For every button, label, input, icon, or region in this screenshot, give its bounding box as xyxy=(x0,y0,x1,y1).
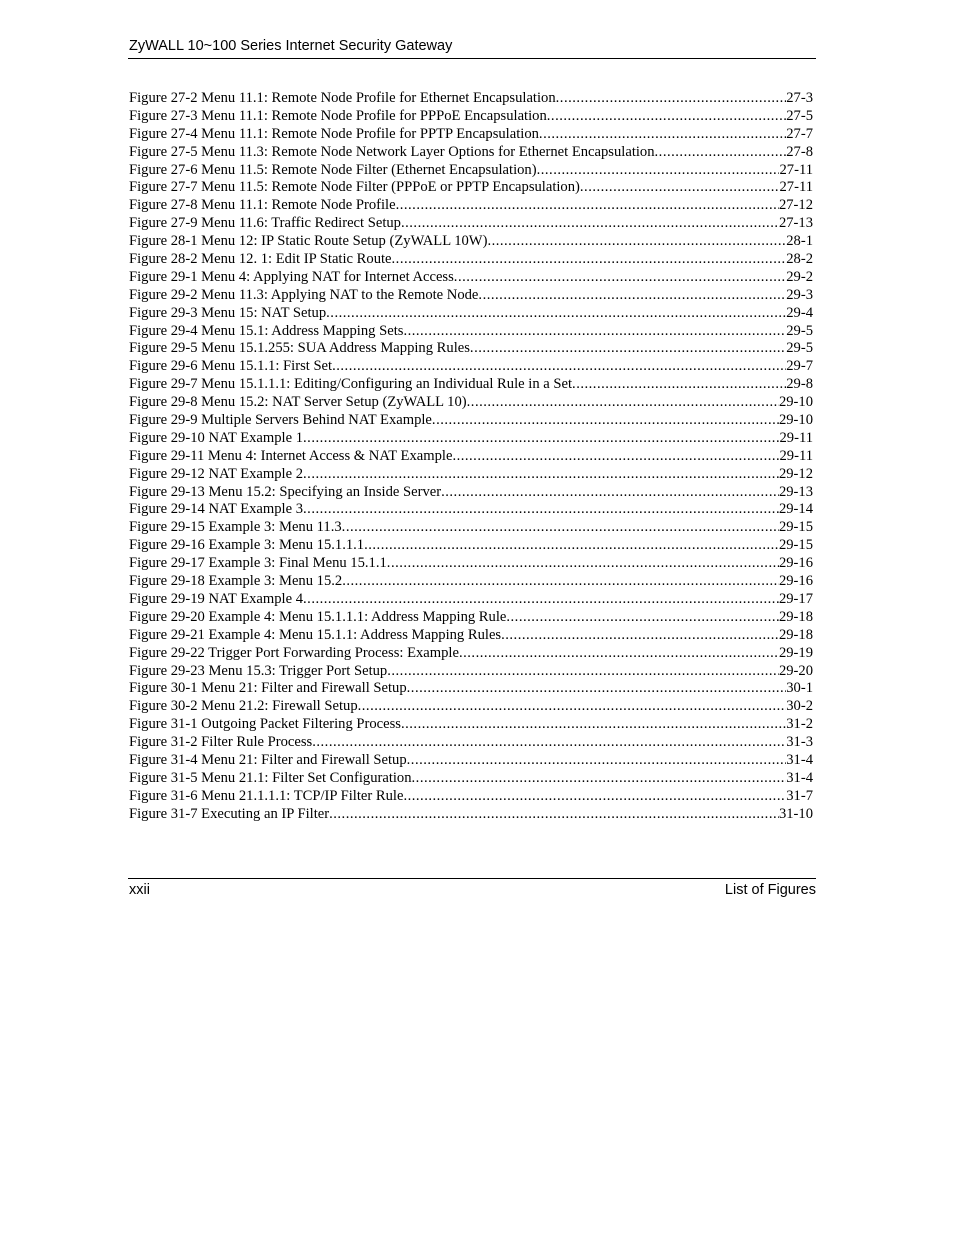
toc-entry[interactable] xyxy=(129,269,813,287)
dot-leader xyxy=(332,358,786,376)
toc-entry[interactable] xyxy=(129,412,813,430)
footer-page-number: xxii xyxy=(129,882,150,898)
toc-entry[interactable] xyxy=(129,287,813,305)
toc-entry-page: 31-4 xyxy=(786,769,813,786)
toc-entry[interactable] xyxy=(129,430,813,448)
toc-entry-title: Figure 28-1 Menu 12: IP Static Route Setup (ZyWALL 10W) xyxy=(129,233,488,250)
toc-entry-page: 31-10 xyxy=(778,805,813,822)
dot-leader xyxy=(303,591,779,609)
dot-leader xyxy=(303,430,779,448)
toc-entry[interactable] xyxy=(129,555,813,573)
toc-entry[interactable] xyxy=(129,501,813,519)
toc-entry[interactable] xyxy=(129,126,813,144)
dot-leader xyxy=(506,609,779,627)
dot-leader xyxy=(329,806,779,824)
toc-entry-title: Figure 30-2 Menu 21.2: Firewall Setup xyxy=(129,698,358,715)
toc-entry-title: Figure 29-20 Example 4: Menu 15.1.1.1: Address Mapping Rule xyxy=(129,608,507,625)
dot-leader xyxy=(401,215,779,233)
dot-leader xyxy=(401,716,786,734)
dot-leader xyxy=(303,466,779,484)
dot-leader xyxy=(392,251,787,269)
toc-entry[interactable] xyxy=(129,179,813,197)
toc-entry-title: Figure 27-5 Menu 11.3: Remote Node Network Layer Options for Ethernet Encapsulation xyxy=(129,143,655,160)
toc-entry-title: Figure 29-3 Menu 15: NAT Setup xyxy=(129,304,327,321)
dot-leader xyxy=(572,376,786,394)
toc-entry[interactable] xyxy=(129,323,813,341)
toc-entry-page: 31-7 xyxy=(786,787,813,804)
toc-entry-page: 29-10 xyxy=(778,394,813,411)
toc-entry-page: 29-14 xyxy=(778,501,813,518)
toc-entry-page: 29-7 xyxy=(786,358,813,375)
toc-entry-page: 29-8 xyxy=(786,376,813,393)
dot-leader xyxy=(580,179,780,197)
dot-leader xyxy=(556,90,787,108)
dot-leader xyxy=(478,287,786,305)
toc-entry-page: 29-18 xyxy=(778,626,813,643)
toc-entry[interactable] xyxy=(129,645,813,663)
toc-entry-page: 29-12 xyxy=(778,465,813,482)
toc-entry-page: 29-17 xyxy=(778,590,813,607)
toc-entry-title: Figure 29-12 NAT Example 2 xyxy=(129,465,304,482)
toc-entry-page: 29-4 xyxy=(786,304,813,321)
toc-entry-title: Figure 29-17 Example 3: Final Menu 15.1.1 xyxy=(129,555,387,572)
toc-entry[interactable] xyxy=(129,466,813,484)
toc-entry-page: 30-2 xyxy=(786,698,813,715)
page-footer xyxy=(128,878,816,903)
toc-entry-page: 29-10 xyxy=(778,412,813,429)
toc-entry-title: Figure 27-6 Menu 11.5: Remote Node Filter (Ethernet Encapsulation) xyxy=(129,161,537,178)
dot-leader xyxy=(364,537,779,555)
page-header xyxy=(128,36,816,59)
toc-entry[interactable] xyxy=(129,734,813,752)
toc-entry[interactable] xyxy=(129,233,813,251)
dot-leader xyxy=(655,144,787,162)
toc-entry-page: 27-5 xyxy=(786,107,813,124)
toc-entry-page: 29-11 xyxy=(779,447,813,464)
toc-entry-page: 27-12 xyxy=(778,197,813,214)
toc-entry-title: Figure 29-16 Example 3: Menu 15.1.1.1 xyxy=(129,537,365,554)
toc-entry-title: Figure 29-5 Menu 15.1.255: SUA Address Mapping Rules xyxy=(129,340,470,357)
toc-entry-title: Figure 29-15 Example 3: Menu 11.3 xyxy=(129,519,342,536)
toc-entry-page: 28-1 xyxy=(786,233,813,250)
toc-entry-title: Figure 31-7 Executing an IP Filter xyxy=(129,805,330,822)
toc-entry-page: 27-7 xyxy=(786,125,813,142)
toc-entry[interactable] xyxy=(129,144,813,162)
toc-entry[interactable] xyxy=(129,663,813,681)
toc-entry-page: 29-5 xyxy=(786,340,813,357)
dot-leader xyxy=(537,162,780,180)
toc-entry-page: 29-15 xyxy=(778,519,813,536)
toc-entry-title: Figure 29-21 Example 4: Menu 15.1.1: Address Mapping Rules xyxy=(129,626,502,643)
toc-entry[interactable] xyxy=(129,484,813,502)
toc-entry[interactable] xyxy=(129,591,813,609)
dot-leader xyxy=(403,788,786,806)
toc-entry-page: 27-13 xyxy=(778,215,813,232)
toc-entry-title: Figure 31-6 Menu 21.1.1.1: TCP/IP Filter Rule xyxy=(129,787,404,804)
toc-entry-page: 29-2 xyxy=(786,268,813,285)
toc-entry-page: 27-11 xyxy=(779,161,813,178)
toc-entry-title: Figure 27-7 Menu 11.5: Remote Node Filter (PPPoE or PPTP Encapsulation) xyxy=(129,179,580,196)
dot-leader xyxy=(326,305,786,323)
toc-entry[interactable] xyxy=(129,162,813,180)
list-of-figures xyxy=(129,90,813,824)
toc-entry[interactable] xyxy=(129,519,813,537)
dot-leader xyxy=(539,126,786,144)
toc-entry-page: 29-5 xyxy=(786,322,813,339)
toc-entry[interactable] xyxy=(129,376,813,394)
toc-entry-title: Figure 27-2 Menu 11.1: Remote Node Profile for Ethernet Encapsulation xyxy=(129,90,556,106)
toc-entry-title: Figure 28-2 Menu 12. 1: Edit IP Static Route xyxy=(129,251,392,268)
toc-entry-title: Figure 29-8 Menu 15.2: NAT Server Setup (ZyWALL 10) xyxy=(129,394,467,411)
toc-entry-title: Figure 27-9 Menu 11.6: Traffic Redirect Setup xyxy=(129,215,401,232)
toc-entry-page: 29-19 xyxy=(778,644,813,661)
dot-leader xyxy=(387,555,779,573)
toc-entry-page: 27-8 xyxy=(786,143,813,160)
dot-leader xyxy=(441,484,779,502)
toc-entry-title: Figure 31-5 Menu 21.1: Filter Set Configuration xyxy=(129,769,412,786)
dot-leader xyxy=(432,412,779,430)
toc-entry[interactable] xyxy=(129,573,813,591)
dot-leader xyxy=(467,394,779,412)
toc-entry-title: Figure 29-22 Trigger Port Forwarding Process: Example xyxy=(129,644,459,661)
toc-entry[interactable] xyxy=(129,251,813,269)
toc-entry[interactable] xyxy=(129,358,813,376)
toc-entry-page: 31-3 xyxy=(786,734,813,751)
toc-entry-title: Figure 31-4 Menu 21: Filter and Firewall Setup xyxy=(129,751,407,768)
dot-leader xyxy=(470,340,786,358)
dot-leader xyxy=(387,663,779,681)
toc-entry[interactable] xyxy=(129,716,813,734)
toc-entry-title: Figure 29-11 Menu 4: Internet Access & NAT Example xyxy=(129,447,453,464)
toc-entry-page: 27-3 xyxy=(786,90,813,106)
toc-entry-page: 31-2 xyxy=(786,716,813,733)
header-title: ZyWALL 10~100 Series Internet Security Gateway xyxy=(129,38,453,54)
toc-entry-title: Figure 27-8 Menu 11.1: Remote Node Profile xyxy=(129,197,396,214)
dot-leader xyxy=(312,734,786,752)
dot-leader xyxy=(501,627,779,645)
toc-entry-title: Figure 29-13 Menu 15.2: Specifying an Inside Server xyxy=(129,483,442,500)
toc-entry-title: Figure 29-1 Menu 4: Applying NAT for Internet Access xyxy=(129,268,454,285)
toc-entry[interactable] xyxy=(129,752,813,770)
toc-entry-title: Figure 29-23 Menu 15.3: Trigger Port Setup xyxy=(129,662,388,679)
toc-entry[interactable] xyxy=(129,90,813,108)
toc-entry[interactable] xyxy=(129,215,813,233)
toc-entry-page: 29-11 xyxy=(779,429,813,446)
toc-entry-page: 29-3 xyxy=(786,286,813,303)
toc-entry-title: Figure 27-4 Menu 11.1: Remote Node Profile for PPTP Encapsulation xyxy=(129,125,539,142)
toc-entry[interactable] xyxy=(129,788,813,806)
toc-entry[interactable] xyxy=(129,537,813,555)
dot-leader xyxy=(407,680,787,698)
toc-entry-title: Figure 29-4 Menu 15.1: Address Mapping Sets xyxy=(129,322,404,339)
dot-leader xyxy=(452,448,779,466)
dot-leader xyxy=(487,233,786,251)
dot-leader xyxy=(342,573,779,591)
dot-leader xyxy=(342,519,779,537)
toc-entry[interactable] xyxy=(129,627,813,645)
toc-entry[interactable] xyxy=(129,448,813,466)
dot-leader xyxy=(303,501,779,519)
footer-section-title: List of Figures xyxy=(724,882,816,898)
toc-entry-page: 29-18 xyxy=(778,608,813,625)
toc-entry-title: Figure 29-18 Example 3: Menu 15.2 xyxy=(129,573,343,590)
toc-entry-title: Figure 29-9 Multiple Servers Behind NAT Example xyxy=(129,412,432,429)
toc-entry-page: 29-16 xyxy=(778,573,813,590)
toc-entry-page: 30-1 xyxy=(786,680,813,697)
dot-leader xyxy=(454,269,786,287)
toc-entry-title: Figure 29-10 NAT Example 1 xyxy=(129,429,304,446)
toc-entry-title: Figure 29-2 Menu 11.3: Applying NAT to the Remote Node xyxy=(129,286,479,303)
toc-entry-page: 29-15 xyxy=(778,537,813,554)
toc-entry-page: 29-13 xyxy=(778,483,813,500)
toc-entry-title: Figure 29-6 Menu 15.1.1: First Set xyxy=(129,358,333,375)
dot-leader xyxy=(459,645,779,663)
dot-leader xyxy=(396,197,779,215)
toc-entry[interactable] xyxy=(129,680,813,698)
dot-leader xyxy=(547,108,786,126)
dot-leader xyxy=(412,770,787,788)
toc-entry-page: 31-4 xyxy=(786,751,813,768)
toc-entry[interactable] xyxy=(129,108,813,126)
toc-entry[interactable] xyxy=(129,806,813,824)
toc-entry-title: Figure 29-14 NAT Example 3 xyxy=(129,501,304,518)
toc-entry-page: 29-16 xyxy=(778,555,813,572)
dot-leader xyxy=(358,698,787,716)
toc-entry-title: Figure 31-1 Outgoing Packet Filtering Process xyxy=(129,716,401,733)
dot-leader xyxy=(407,752,787,770)
toc-entry-title: Figure 27-3 Menu 11.1: Remote Node Profile for PPPoE Encapsulation xyxy=(129,107,547,124)
toc-entry[interactable] xyxy=(129,770,813,788)
toc-entry-page: 28-2 xyxy=(786,251,813,268)
toc-entry-page: 27-11 xyxy=(779,179,813,196)
toc-entry-title: Figure 31-2 Filter Rule Process xyxy=(129,734,313,751)
toc-entry[interactable] xyxy=(129,340,813,358)
dot-leader xyxy=(403,323,786,341)
toc-entry[interactable] xyxy=(129,305,813,323)
toc-entry-page: 29-20 xyxy=(778,662,813,679)
toc-entry[interactable] xyxy=(129,394,813,412)
toc-entry-title: Figure 30-1 Menu 21: Filter and Firewall Setup xyxy=(129,680,407,697)
toc-entry[interactable] xyxy=(129,698,813,716)
toc-entry-title: Figure 29-7 Menu 15.1.1.1: Editing/Configuring an Individual Rule in a Set xyxy=(129,376,573,393)
toc-entry[interactable] xyxy=(129,609,813,627)
toc-entry[interactable] xyxy=(129,197,813,215)
toc-entry-title: Figure 29-19 NAT Example 4 xyxy=(129,590,304,607)
